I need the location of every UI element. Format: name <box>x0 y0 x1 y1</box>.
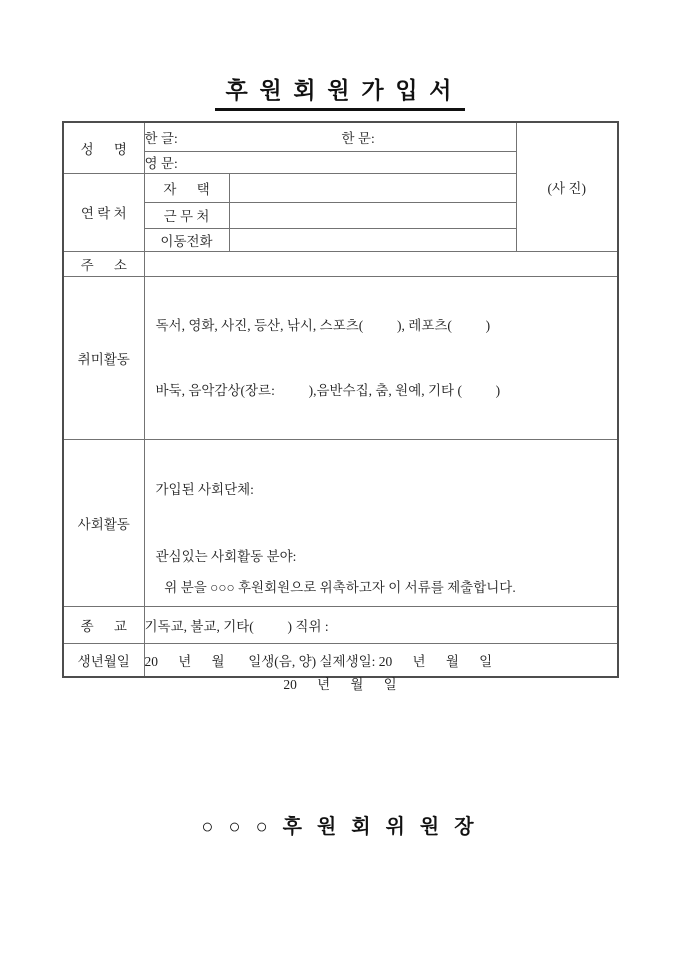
title-area <box>0 72 680 111</box>
contact-home-label: 자 택 <box>144 173 229 202</box>
contact-label: 연 락 처 <box>63 173 144 251</box>
contact-mobile-field <box>229 228 516 251</box>
name-hanja-label: 한 문: <box>341 130 375 146</box>
birth-label: 생년월일 <box>63 643 144 677</box>
social-line-1: 가입된 사회단체: <box>155 481 254 497</box>
hobby-field <box>144 276 618 439</box>
hobby-line-2: 바둑, 음악감상(장르: ),음반수집, 춤, 원예, 기타 ( ) <box>155 382 501 398</box>
photo-placeholder: (사 진) <box>516 122 618 251</box>
date-line: 20 년 월 일 <box>283 677 397 692</box>
social-line-2: 관심있는 사회활동 분야: <box>155 548 297 564</box>
name-hangul-label: 한 글: <box>144 130 178 146</box>
birth-content: 20 년 월 일생(음, 양) 실제생일: 20 년 월 일 <box>144 643 618 677</box>
address-label: 주 소 <box>63 251 144 276</box>
statement-text: 위 분을 ○○○ 후원회원으로 위촉하고자 이 서류를 제출합니다. <box>164 580 516 595</box>
signature-line: ○ ○ ○ 후 원 회 위 원 장 <box>201 816 479 838</box>
religion-label: 종 교 <box>63 606 144 643</box>
address-field <box>144 251 618 276</box>
social-label: 사회활동 <box>63 439 144 606</box>
hobby-line-1: 독서, 영화, 사진, 등산, 낚시, 스포츠( ), 레포츠( ) <box>155 317 491 333</box>
name-english-field: 영 문: <box>144 151 516 173</box>
contact-mobile-label: 이동전화 <box>144 228 229 251</box>
contact-work-field <box>229 202 516 228</box>
contact-home-field <box>229 173 516 202</box>
form-title: 후 원 회 원 가 입 서 <box>215 72 464 111</box>
name-label: 성 명 <box>63 122 144 173</box>
religion-options: 기독교, 불교, 기타( ) 직위 : <box>144 606 618 643</box>
name-hangul-hanja-field <box>144 122 516 151</box>
contact-work-label: 근 무 처 <box>144 202 229 228</box>
hobby-label: 취미활동 <box>63 276 144 439</box>
